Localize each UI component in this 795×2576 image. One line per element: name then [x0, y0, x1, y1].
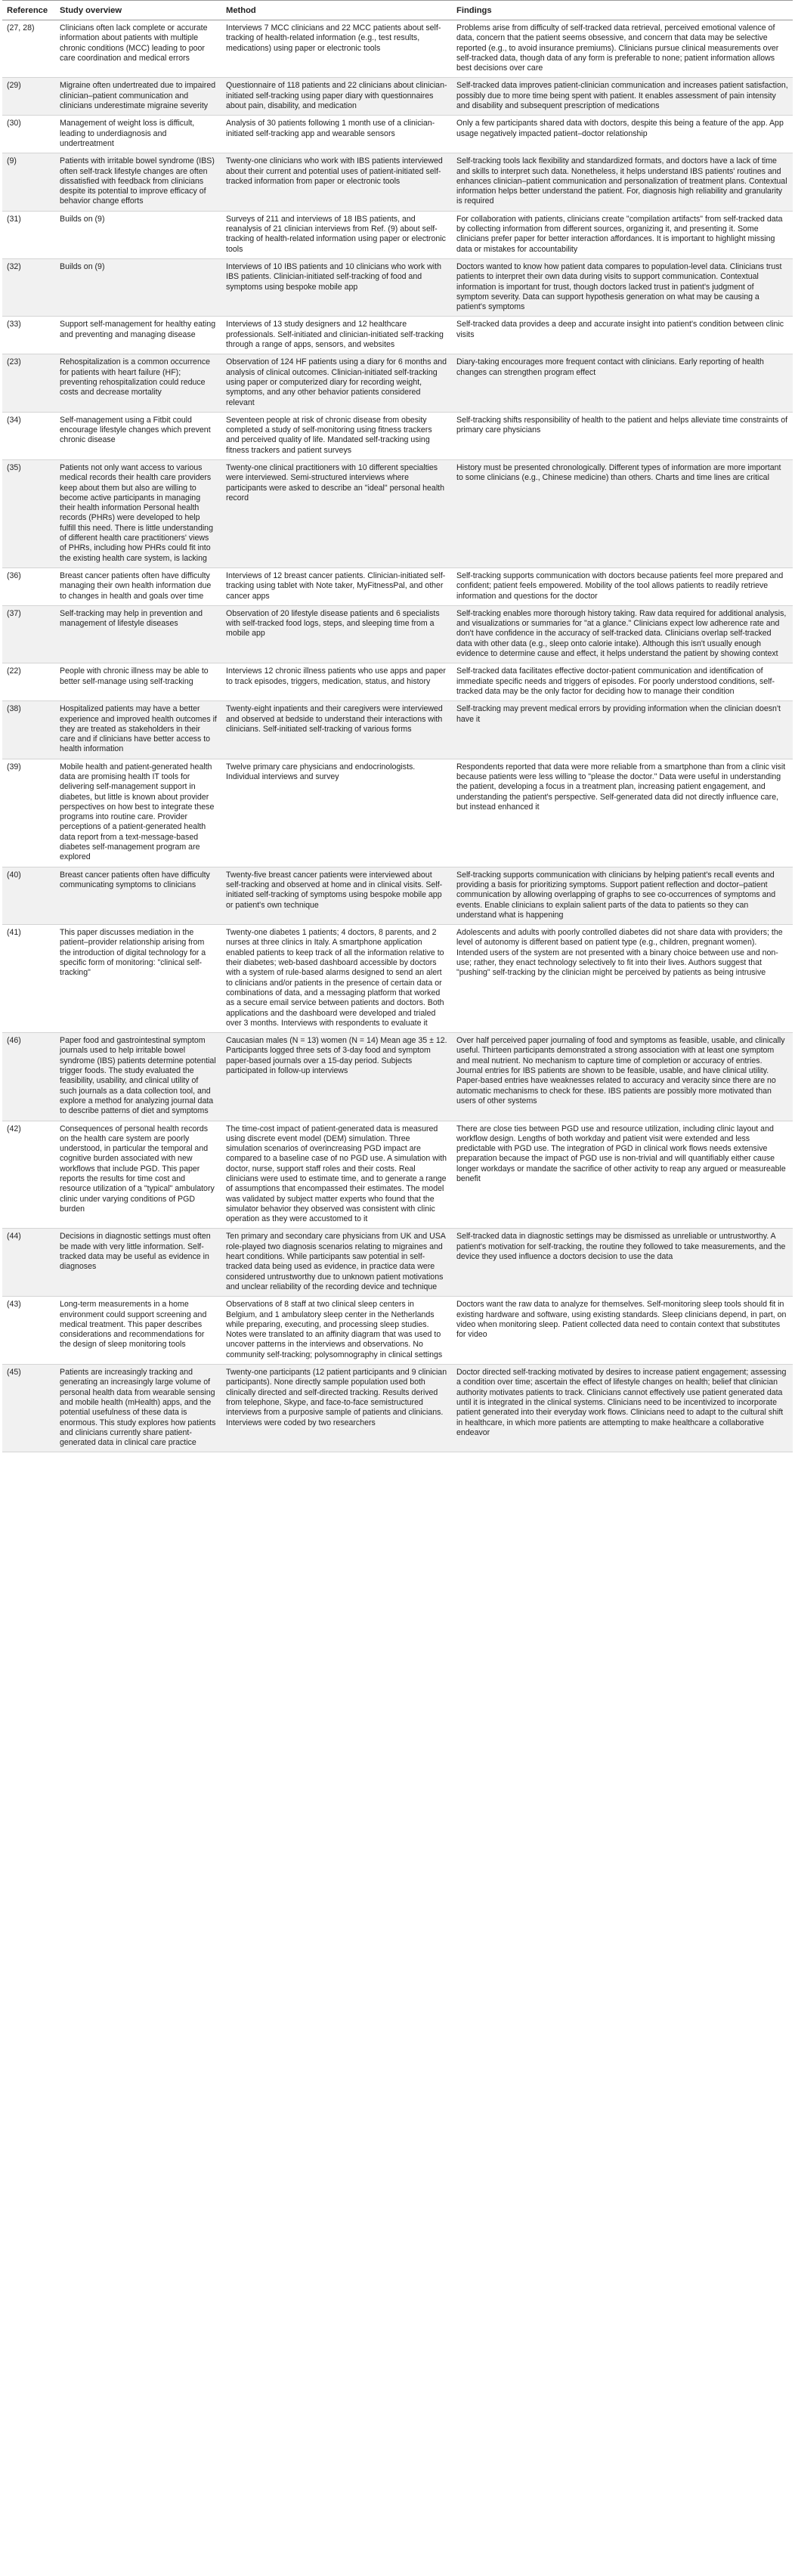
overview-cell: Management of weight loss is difficult, leading to underdiagnosis and undertreatment: [55, 116, 221, 153]
findings-cell: Self-tracking tools lack flexibility and standardized formats, and doctors have a lack of time and skills to interpret such data. Nonetheless, it helps understand IBS patients' routines and enhances clinician–patient communication and personalization of treatment plans. Contextual information helps better understand the patient. For, diagnosis high reliability and granularity is required: [452, 153, 793, 211]
overview-cell: Paper food and gastrointestinal symptom journals used to help irritable bowel syndrome (IBS) patients determine potential trigger foods. The study evaluated the feasibility, usability, and clinical utility of such journals as a data collection tool, and explore a method for analyzing journal data to describe patterns of diet and symptoms: [55, 1033, 221, 1121]
method-cell: Ten primary and secondary care physicians from UK and USA role-played two diagnosis scenarios relating to migraines and heart conditions. While participants saw potential in self-tracked data being used as evidence, in practice data were considered untrustworthy due to unknown patient motivations and unclear reliability of the recording device and technique: [221, 1229, 452, 1297]
method-cell: The time-cost impact of patient-generated data is measured using discrete event model (DEM) simulation. Three simulation scenarios of overincreasing PGD impact are compared to a baseline case of no PGD use. A simulation with doctor, nurse, support staff roles and their costs. Real clinicians were used to estimate time, and to generate a range of assumptions that encompassed their estimates. The model was validated by subject matter experts who found that the simulator behavior they observed was consistent with clinic operation as they were accustomed to it: [221, 1121, 452, 1229]
findings-cell: Self-tracking supports communication with clinicians by helping patient's recall events and providing a basis for prioritizing symptoms. Support patient reflection and doctor–patient communication by allowing overlapping of graphs to see co-occurrences of symptoms and events. Enable clinicians to explain salient parts of the data to patients so they can understand what is happening: [452, 867, 793, 924]
table-row: [2, 759, 793, 867]
reference-cell: (44): [2, 1229, 55, 1297]
method-cell: Twenty-one diabetes 1 patients; 4 doctors, 8 parents, and 2 nurses at three clinics in Italy. A smartphone application enabled patients to keep track of all the information relative to their diabetes; web-based dashboard accessible by doctors with a system of rule-based alarms designed to send an alert to clinicians and/or patients in the presence of certain data or combinations of data, and a messaging platform that worked as a secure email service between patients and doctors. Both applications and the dashboard were developed and trialed over 3 months. Interviews with respondents to evaluate it: [221, 925, 452, 1033]
reference-cell: (41): [2, 925, 55, 1033]
method-cell: Interviews 7 MCC clinicians and 22 MCC patients about self-tracking of health-related information (e.g., test results, medications) using paper or electronic tools: [221, 20, 452, 78]
header-reference: Reference: [2, 1, 55, 20]
overview-cell: Support self-management for healthy eating and preventing and managing disease: [55, 317, 221, 354]
findings-cell: Self-tracked data facilitates effective doctor-patient communication and identification of immediate specific needs and triggers of episodes. For poorly understood conditions, self-tracked data may be the only factor for deciding how to manage their condition: [452, 663, 793, 701]
reference-cell: (43): [2, 1297, 55, 1365]
overview-cell: People with chronic illness may be able to better self-manage using self-tracking: [55, 663, 221, 701]
table-row: [2, 354, 793, 412]
table-row: [2, 867, 793, 924]
overview-cell: This paper discusses mediation in the patient–provider relationship arising from the introduction of digital technology for a specific form of monitoring: "clinical self-tracking": [55, 925, 221, 1033]
findings-cell: Problems arise from difficulty of self-tracked data retrieval, perceived emotional valence of data, concern that the patient seems obsessive, and concern that data may be selective reported (e.g., to avoid insurance premiums). Clinicians pursue clinical measurements over self-tracked data, though data of any form is preferable to none; patient information allows best decisions over care: [452, 20, 793, 78]
findings-cell: There are close ties between PGD use and resource utilization, including clinic layout and workflow design. Lengths of both workday and patient visit were extended and less predictable with PGD use. The integration of PGD in clinical work flows needs extensive preparation because the impact of PGD use is non-trivial and will quantifiably either cause longer workdays or mandate the sacrifice of other activity to reap any argued or measureable benefit: [452, 1121, 793, 1229]
table-row: [2, 1033, 793, 1121]
reference-cell: (46): [2, 1033, 55, 1121]
findings-cell: Doctors wanted to know how patient data compares to population-level data. Clinicians trust patients to interpret their own data during visits to support communication. Contextual information is important for trust, though doctors lacked trust in patient's judgment of symptom severity. Data can support hypothesis generation on what may be causing a patient's symptoms: [452, 258, 793, 316]
reference-cell: (9): [2, 153, 55, 211]
method-cell: Questionnaire of 118 patients and 22 clinicians about clinician-initiated self-tracking using paper diary with questionnaires about pain, disability, and medication: [221, 78, 452, 116]
findings-cell: Doctors want the raw data to analyze for themselves. Self-monitoring sleep tools should fit in existing hardware and software, using existing standards. Sleep clinicians depend, in part, on video when monitoring sleep. Patient collected data need to contain context that substitutes for video: [452, 1297, 793, 1365]
table-row: [2, 258, 793, 316]
reference-cell: (37): [2, 605, 55, 663]
findings-cell: Self-tracked data improves patient-clinician communication and increases patient satisfaction, possibly due to more time being spent with patient. It enables assessment of pain intensity and disability and subsequent prescription of medications: [452, 78, 793, 116]
reference-cell: (36): [2, 567, 55, 605]
reference-cell: (35): [2, 459, 55, 567]
findings-cell: Self-tracking supports communication with doctors because patients feel more prepared and confident; patient feels empowered. Mobility of the tool allows patients to readily retrieve information and questions for the doctor: [452, 567, 793, 605]
reference-cell: (40): [2, 867, 55, 924]
reference-cell: (34): [2, 412, 55, 459]
method-cell: Twelve primary care physicians and endocrinologists. Individual interviews and survey: [221, 759, 452, 867]
overview-cell: Self-tracking may help in prevention and management of lifestyle diseases: [55, 605, 221, 663]
overview-cell: Hospitalized patients may have a better experience and improved health outcomes if they are treated as stakeholders in their care and if clinicians have better access to health information: [55, 701, 221, 759]
findings-cell: Diary-taking encourages more frequent contact with clinicians. Early reporting of health changes can strengthen program effect: [452, 354, 793, 412]
study-table: [2, 0, 793, 1452]
header-findings: Findings: [452, 1, 793, 20]
reference-cell: (38): [2, 701, 55, 759]
table-row: [2, 211, 793, 258]
header-method: Method: [221, 1, 452, 20]
method-cell: Twenty-eight inpatients and their caregivers were interviewed and observed at bedside to understand their interactions with clinicians. Self-initiated self-tracking of various forms: [221, 701, 452, 759]
reference-cell: (32): [2, 258, 55, 316]
findings-cell: History must be presented chronologically. Different types of information are more important to some clinicians (e.g., Chinese medicine) than others. Charts and time lines are critical: [452, 459, 793, 567]
reference-cell: (29): [2, 78, 55, 116]
overview-cell: Patients with irritable bowel syndrome (IBS) often self-track lifestyle changes are often dissatisfied with feedback from clinicians despite its potential to improve efficacy of behavior change efforts: [55, 153, 221, 211]
findings-cell: Over half perceived paper journaling of food and symptoms as feasible, usable, and clinically useful. Thirteen participants demonstrated a strong association with at least one symptom and meal nutrient. No mechanism to capture time of completion or accuracy of entries. Journal entries for IBS patients are shown to be feasible, usable, and have clinical utility. Paper-based entries have weaknesses related to accuracy and veracity since there are no automatic mechanisms to check for these. IBS patients are possibly more motivated than users of other systems: [452, 1033, 793, 1121]
table-row: [2, 925, 793, 1033]
table-row: [2, 78, 793, 116]
findings-cell: Self-tracked data provides a deep and accurate insight into patient's condition between clinic visits: [452, 317, 793, 354]
method-cell: Observation of 20 lifestyle disease patients and 6 specialists with self-tracked food logs, steps, and sleeping time from a mobile app: [221, 605, 452, 663]
overview-cell: Rehospitalization is a common occurrence for patients with heart failure (HF); preventing rehospitalization could reduce costs and decrease mortality: [55, 354, 221, 412]
reference-cell: (27, 28): [2, 20, 55, 78]
table-row: [2, 20, 793, 78]
reference-cell: (33): [2, 317, 55, 354]
findings-cell: Respondents reported that data were more reliable from a smartphone than from a clinic visit because patients were less willing to "please the doctor." Data were useful in understanding the patient, developing a focus in a treatment plan, increasing patient engagement, and understanding the patient's perspective. Self-generated data did not directly influence care, but instead enhanced it: [452, 759, 793, 867]
table-row: [2, 1365, 793, 1452]
table-row: [2, 1121, 793, 1229]
overview-cell: Self-management using a Fitbit could encourage lifestyle changes which prevent chronic disease: [55, 412, 221, 459]
method-cell: Twenty-one clinicians who work with IBS patients interviewed about their current and potential uses of patient-initiated self-tracked information from paper or electronic tools: [221, 153, 452, 211]
table-row: [2, 663, 793, 701]
method-cell: Interviews of 12 breast cancer patients. Clinician-initiated self-tracking using tablet with Note taker, MyFitnessPal, and other cancer apps: [221, 567, 452, 605]
method-cell: Caucasian males (N = 13) women (N = 14) Mean age 35 ± 12. Participants logged three sets of 3-day food and symptom paper-based journals over a 15-day period. Subjects participated in follow-up interviews: [221, 1033, 452, 1121]
findings-cell: Self-tracking may prevent medical errors by providing information when the clinician doesn't have it: [452, 701, 793, 759]
findings-cell: Self-tracking shifts responsibility of health to the patient and helps alleviate time constraints of primary care physicians: [452, 412, 793, 459]
method-cell: Interviews of 10 IBS patients and 10 clinicians who work with IBS patients. Clinician-initiated self-tracking of food and symptoms using bespoke mobile app: [221, 258, 452, 316]
overview-cell: Patients are increasingly tracking and generating an increasingly large volume of personal health data from wearable sensing and mobile health (mHealth) apps, and the potential usefulness of these data is enormous. This study explores how patients and clinicians currently share patient-generated data in clinical care practice: [55, 1365, 221, 1452]
header-study-overview: Study overview: [55, 1, 221, 20]
findings-cell: Adolescents and adults with poorly controlled diabetes did not share data with providers; the level of autonomy is different based on patient type (e.g., children, pregnant women). Intended users of the system are not presented with a binary choice between use and non-use; rather, they enact technology selectively to fit into their lives. Authors suggest that "pushing" self-tracking by the clinician might be perceived by patients as being intrusive: [452, 925, 793, 1033]
method-cell: Observations of 8 staff at two clinical sleep centers in Belgium, and 1 ambulatory sleep center in the Netherlands while preparing, executing, and processing sleep studies. Notes were translated to an affinity diagram that was used to uncover patterns in the interviews and observations. No community self-tracking; polysomnography in clinical settings: [221, 1297, 452, 1365]
table-row: [2, 701, 793, 759]
method-cell: Observation of 124 HF patients using a diary for 6 months and analysis of clinical outcomes. Clinician-initiated self-tracking using paper or computerized diary for recording weight, symptoms, and any other behavior patients considered relevant: [221, 354, 452, 412]
table-row: [2, 116, 793, 153]
table-row: [2, 1297, 793, 1365]
method-cell: Analysis of 30 patients following 1 month use of a clinician-initiated self-tracking app and wearable sensors: [221, 116, 452, 153]
method-cell: Seventeen people at risk of chronic disease from obesity completed a study of self-monitoring using fitness trackers and perceived quality of life. Mandated self-tracking using fitness trackers and patient surveys: [221, 412, 452, 459]
table-row: [2, 412, 793, 459]
overview-cell: Long-term measurements in a home environment could support screening and medical treatment. This paper describes considerations and recommendations for the design of sleep monitoring tools: [55, 1297, 221, 1365]
overview-cell: Migraine often undertreated due to impaired clinician–patient communication and clinicians underestimate migraine severity: [55, 78, 221, 116]
overview-cell: Breast cancer patients often have difficulty managing their own health information due to changes in health and goals over time: [55, 567, 221, 605]
findings-cell: Only a few participants shared data with doctors, despite this being a feature of the app. App usage negatively impacted patient–doctor relationship: [452, 116, 793, 153]
table-body: [2, 20, 793, 1452]
table-row: [2, 153, 793, 211]
reference-cell: (30): [2, 116, 55, 153]
overview-cell: Decisions in diagnostic settings must often be made with very little information. Self-tracked data may be useful as evidence in diagnoses: [55, 1229, 221, 1297]
reference-cell: (39): [2, 759, 55, 867]
method-cell: Twenty-one participants (12 patient participants and 9 clinician participants). None directly sample population used both clinically directed and self-directed tracking. Results derived from telephone, Skype, and face-to-face semistructured interviews from a purposive sample of patients and clinicians. Interviews were coded by two researchers: [221, 1365, 452, 1452]
method-cell: Interviews of 13 study designers and 12 healthcare professionals. Self-initiated and clinician-initiated self-tracking through a range of apps, sensors, and websites: [221, 317, 452, 354]
overview-cell: Breast cancer patients often have difficulty communicating symptoms to clinicians: [55, 867, 221, 924]
findings-cell: For collaboration with patients, clinicians create "compilation artifacts" from self-tracked data by collecting information from different sources, organizing it, and presenting it. Some clinicians prefer paper for better interaction affordances. It is important to highlight missing data or mistakes for accountability: [452, 211, 793, 258]
reference-cell: (42): [2, 1121, 55, 1229]
table-header-row: [2, 1, 793, 20]
findings-cell: Self-tracked data in diagnostic settings may be dismissed as unreliable or untrustworthy. A patient's motivation for self-tracking, the routine they followed to take measurements, and the device they used influence a doctors decision to use the data: [452, 1229, 793, 1297]
method-cell: Twenty-five breast cancer patients were interviewed about self-tracking and observed at home and in clinical visits. Self-initiated self-tracking of symptoms using bespoke mobile app or patient's own technique: [221, 867, 452, 924]
findings-cell: Self-tracking enables more thorough history taking. Raw data required for additional analysis, and visualizations or summaries for "at a glance." Clinicians expect low adherence rate and don't have confidence in the accuracy of self-tracked data. Clinicians overlap self-tracked data with other data (e.g., sleep onto calorie intake). Although this isn't usually enough evidence to determine cause and effect, it helps understand the patient by showing context: [452, 605, 793, 663]
table-row: [2, 1229, 793, 1297]
findings-cell: Doctor directed self-tracking motivated by desires to increase patient engagement; assessing a condition over time; ascertain the effect of lifestyle changes on health; belief that clinician authority motivates patients to track. Clinicians cannot effectively use patient generated data until it is integrated in the clinical systems. Clinicians need to be incentivized to incorporate patient generated into their everyday work flows. Clinicians need to adapt to the cultural shift in healthcare, in which more patients are attempting to make healthcare a collaborative endeavor: [452, 1365, 793, 1452]
overview-cell: Patients not only want access to various medical records their health care providers keep about them but also are willing to become active participants in managing their health information Personal health records (PHRs) were developed to help fulfill this need. There is little understanding of different health care practitioners' views of PHRs, including how PHRs could fit into the existing health care system, is lacking: [55, 459, 221, 567]
table-row: [2, 605, 793, 663]
table-row: [2, 317, 793, 354]
table-row: [2, 459, 793, 567]
reference-cell: (23): [2, 354, 55, 412]
method-cell: Twenty-one clinical practitioners with 10 different specialties were interviewed. Semi-structured interviews where participants were asked to describe an "ideal" personal health record: [221, 459, 452, 567]
reference-cell: (22): [2, 663, 55, 701]
overview-cell: Builds on (9): [55, 258, 221, 316]
overview-cell: Mobile health and patient-generated health data are promising health IT tools for delivering self-management support in diabetes, but little is known about provider perspectives on how best to integrate these programs into routine care. Provider perceptions of a patient-generated health data report from a text-message-based diabetes self-management program are explored: [55, 759, 221, 867]
reference-cell: (45): [2, 1365, 55, 1452]
table-row: [2, 567, 793, 605]
overview-cell: Clinicians often lack complete or accurate information about patients with multiple chronic conditions (MCC) leading to poor care coordination and medical errors: [55, 20, 221, 78]
reference-cell: (31): [2, 211, 55, 258]
overview-cell: Consequences of personal health records on the health care system are poorly understood, in particular the temporal and cognitive burden associated with new workflows that include PGD. This paper reports the results for time cost and resource utilization of a "typical" ambulatory clinic under varying conditions of PGD burden: [55, 1121, 221, 1229]
overview-cell: Builds on (9): [55, 211, 221, 258]
method-cell: Surveys of 211 and interviews of 18 IBS patients, and reanalysis of 21 clinician interviews from Ref. (9) about self-tracking of health-related information using paper or electronic tools: [221, 211, 452, 258]
method-cell: Interviews 12 chronic illness patients who use apps and paper to track episodes, triggers, medication, status, and history: [221, 663, 452, 701]
